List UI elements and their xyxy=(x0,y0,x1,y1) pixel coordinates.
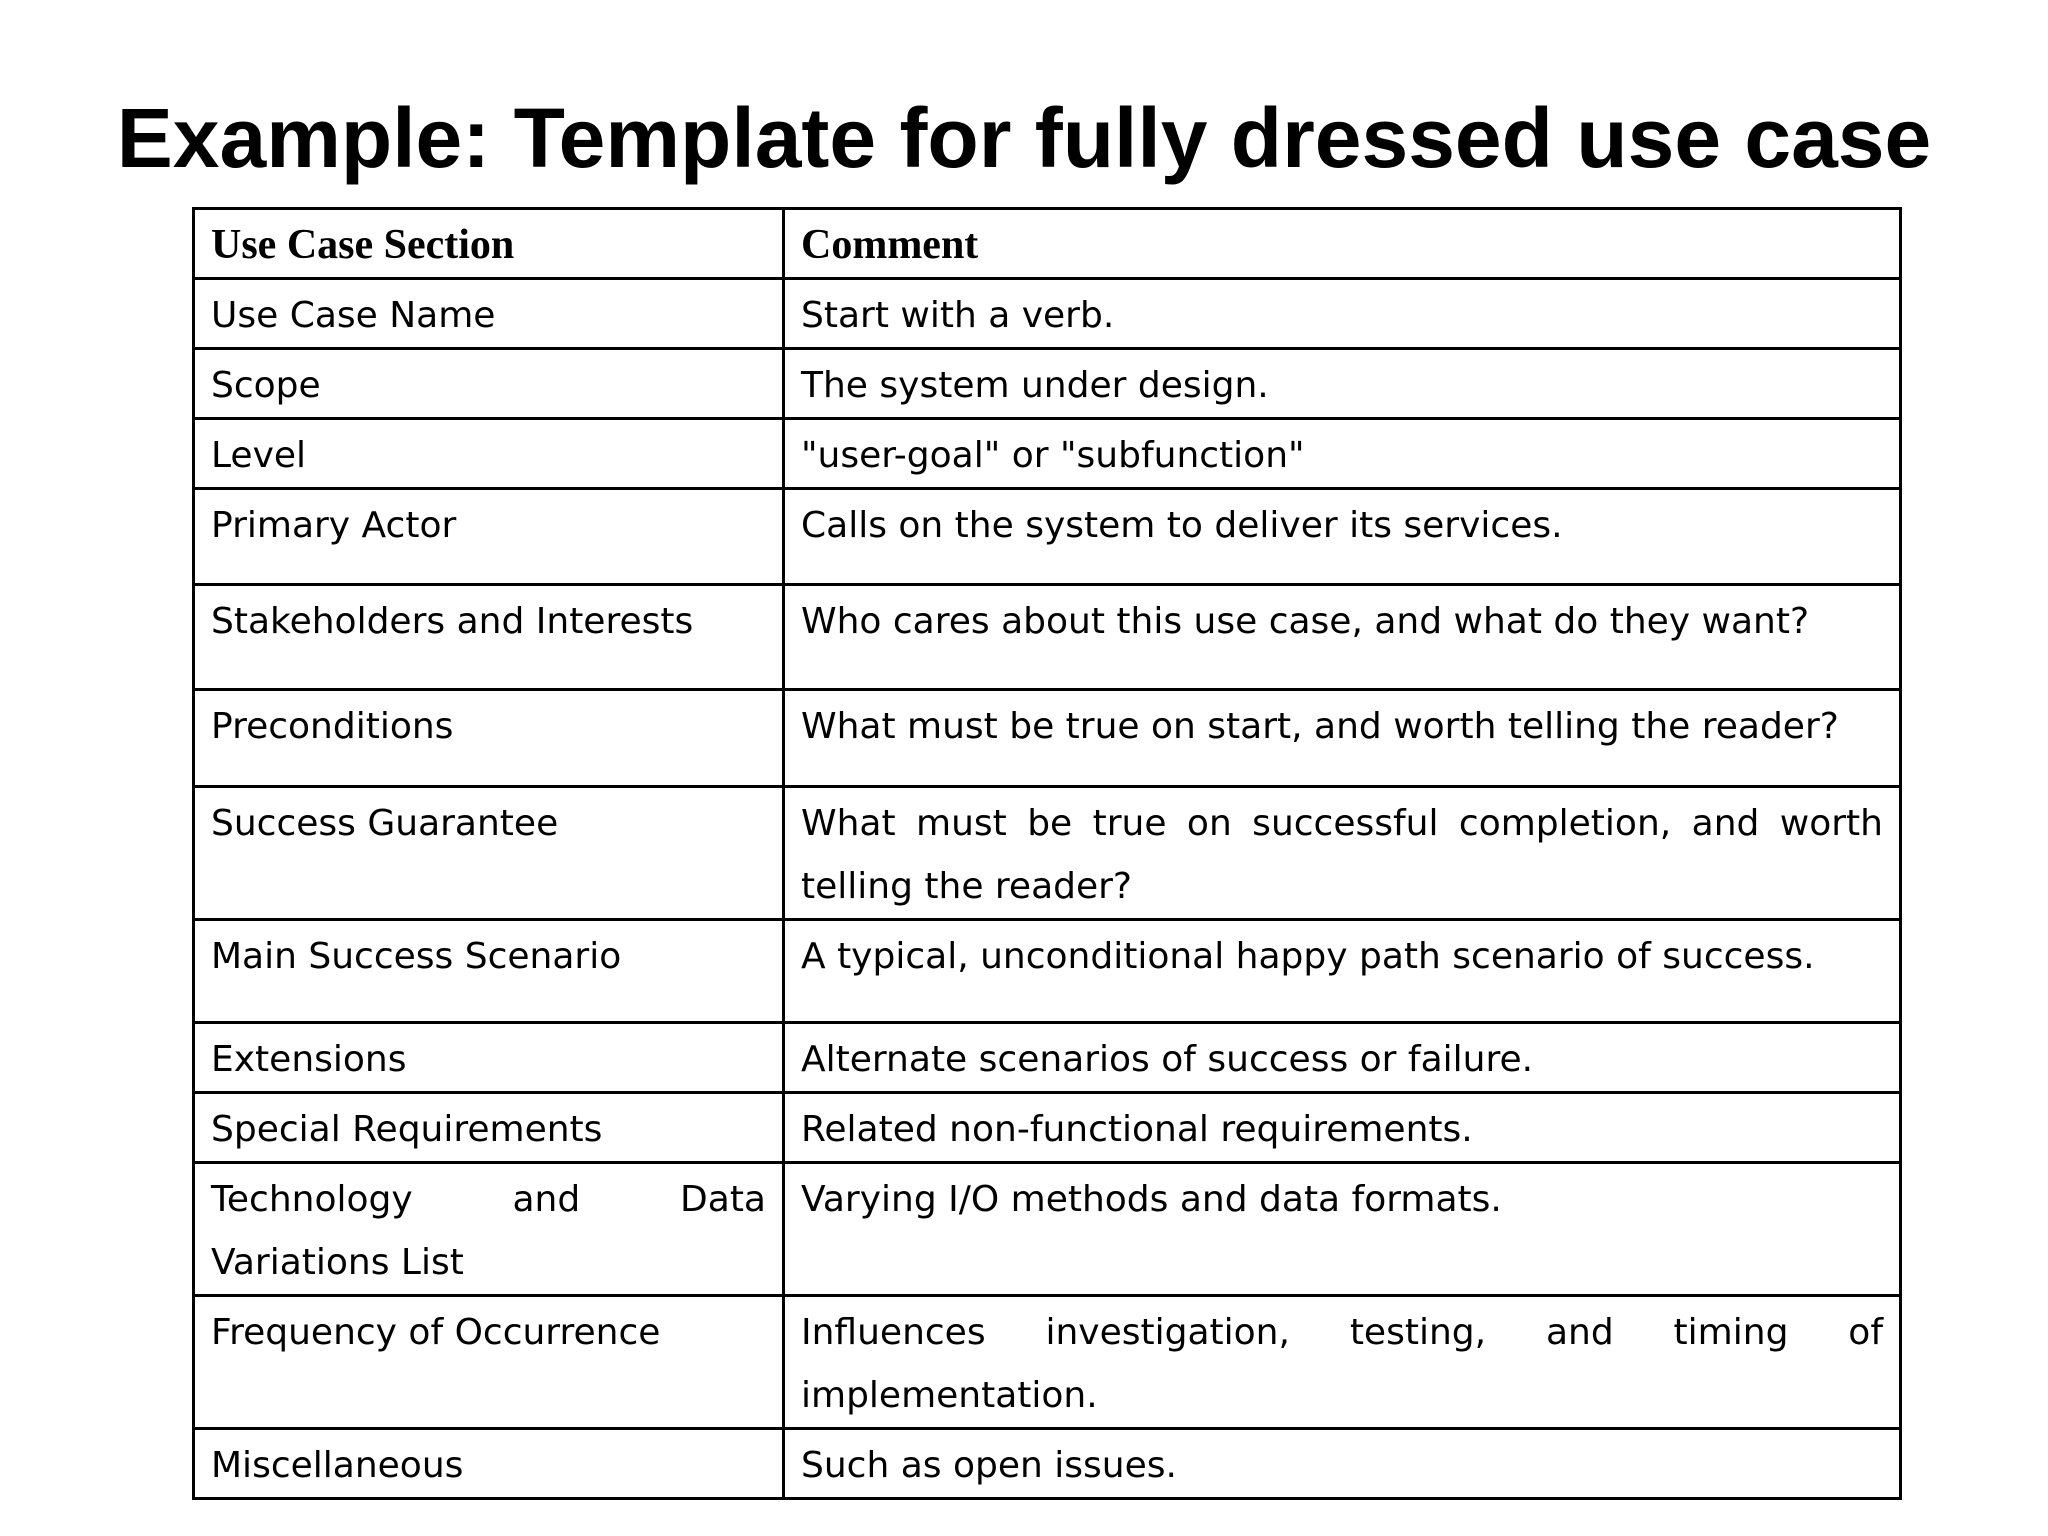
column-header-comment: Comment xyxy=(784,209,1901,279)
section-cell: Success Guarantee xyxy=(194,787,784,920)
table-row xyxy=(194,1023,1901,1093)
section-cell: Use Case Name xyxy=(194,279,784,349)
slide-title: Example: Template for fully dressed use case xyxy=(116,91,1932,185)
section-cell: Stakeholders and Interests xyxy=(194,585,784,690)
table-row xyxy=(194,279,1901,349)
table-row xyxy=(194,1163,1901,1296)
section-cell: Miscellaneous xyxy=(194,1429,784,1499)
table-row xyxy=(194,419,1901,489)
section-cell: Extensions xyxy=(194,1023,784,1093)
table-header-row xyxy=(194,209,1901,279)
comment-cell: What must be true on successful completion, and worth telling the reader? xyxy=(784,787,1901,920)
section-cell: Technology and Data Variations List xyxy=(194,1163,784,1296)
use-case-template-table xyxy=(192,207,1902,1500)
section-cell: Scope xyxy=(194,349,784,419)
table-row xyxy=(194,920,1901,1023)
comment-cell: Related non-functional requirements. xyxy=(784,1093,1901,1163)
comment-cell: Calls on the system to deliver its services. xyxy=(784,489,1901,585)
comment-cell: The system under design. xyxy=(784,349,1901,419)
comment-cell: Alternate scenarios of success or failure. xyxy=(784,1023,1901,1093)
section-cell: Primary Actor xyxy=(194,489,784,585)
section-cell: Level xyxy=(194,419,784,489)
section-cell: Main Success Scenario xyxy=(194,920,784,1023)
comment-cell: Start with a verb. xyxy=(784,279,1901,349)
column-header-section: Use Case Section xyxy=(194,209,784,279)
comment-cell: "user-goal" or "subfunction" xyxy=(784,419,1901,489)
table-row xyxy=(194,349,1901,419)
table-row xyxy=(194,1296,1901,1429)
table-row xyxy=(194,1429,1901,1499)
table-row xyxy=(194,585,1901,690)
comment-cell: Varying I/O methods and data formats. xyxy=(784,1163,1901,1296)
table-row xyxy=(194,1093,1901,1163)
table-row xyxy=(194,489,1901,585)
comment-cell: Influences investigation, testing, and timing of implementation. xyxy=(784,1296,1901,1429)
table-row xyxy=(194,787,1901,920)
comment-cell: Such as open issues. xyxy=(784,1429,1901,1499)
comment-cell: Who cares about this use case, and what do they want? xyxy=(784,585,1901,690)
table-row xyxy=(194,690,1901,787)
section-cell: Special Requirements xyxy=(194,1093,784,1163)
comment-cell: What must be true on start, and worth telling the reader? xyxy=(784,690,1901,787)
section-cell: Frequency of Occurrence xyxy=(194,1296,784,1429)
section-cell: Preconditions xyxy=(194,690,784,787)
comment-cell: A typical, unconditional happy path scenario of success. xyxy=(784,920,1901,1023)
